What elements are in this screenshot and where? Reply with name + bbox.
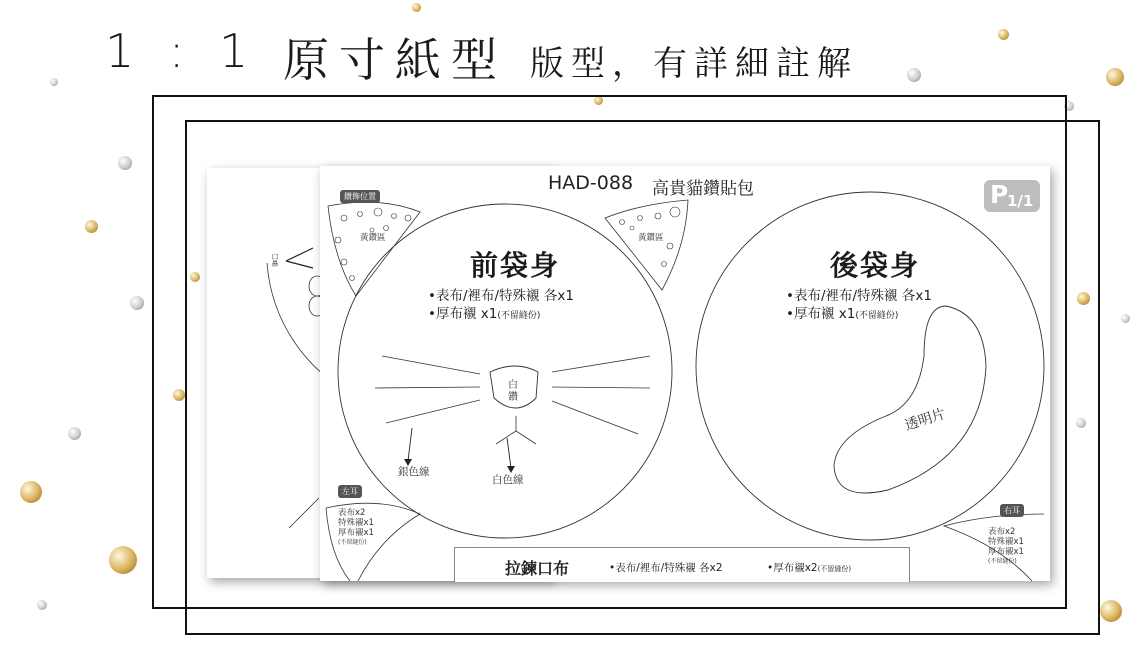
front-body-spec-1: •表布/裡布/特殊襯 各x1 (428, 288, 574, 304)
nose-label: 白鑽 (508, 380, 518, 403)
left-ear-line-4: (不留縫份) (338, 539, 367, 546)
headline-subtitle: 版型，有詳細註解 (530, 44, 858, 84)
front-body-title: 前袋身 (470, 249, 561, 282)
left-yellow-diamond-label: 黃鑽區 (360, 233, 386, 243)
right-ear-line-3: 厚布襯x1 (988, 547, 1024, 557)
right-ear-line-4: (不留縫份) (988, 558, 1017, 565)
zipper-spec-2-note: (不留縫份) (817, 565, 852, 573)
crystal-decoration (20, 481, 42, 503)
right-ear-line-1: 表布x2 (988, 527, 1016, 537)
crystal-decoration (412, 3, 421, 12)
right-ear-line-2: 特殊襯x1 (988, 537, 1024, 547)
back-body-spec-2 (786, 302, 898, 322)
right-ear-specs (988, 527, 1024, 567)
right-ear-tag: 右耳 (1000, 504, 1024, 517)
right-yellow-diamond-label: 黃鑽區 (638, 233, 664, 243)
page-letter: P (990, 180, 1009, 209)
page-badge (984, 180, 1040, 212)
back-body-spec-2-note: (不留縫份) (855, 311, 899, 321)
crystal-decoration (37, 600, 47, 610)
left-ear-line-3: 厚布襯x1 (338, 528, 374, 538)
window-label: 透明片 (902, 405, 948, 435)
front-body-spec-2 (428, 302, 540, 322)
crystal-decoration (68, 427, 81, 440)
page-number: 1/1 (1007, 192, 1034, 210)
diamond-position-tag: 鑽飾位置 (340, 190, 380, 203)
crystal-decoration (85, 220, 98, 233)
front-body-spec-2-main: •厚布襯 x1 (428, 306, 498, 322)
left-ear-line-2: 特殊襯x1 (338, 518, 374, 528)
zipper-title: 拉鍊口布 (505, 559, 570, 578)
front-body-spec-2-note: (不留縫份) (497, 311, 541, 321)
pattern-code: HAD-088 (548, 172, 634, 194)
crystal-decoration (1100, 600, 1122, 622)
back-body-title: 後袋身 (830, 249, 921, 282)
white-line-label: 白色線 (492, 474, 524, 486)
zipper-panel (454, 547, 910, 582)
left-ear-tag: 左耳 (338, 485, 362, 498)
left-ear-line-1: 表布x2 (338, 508, 366, 518)
crystal-decoration (130, 296, 144, 310)
headline-ratio: 1 : 1 (105, 24, 259, 78)
back-body-spec-1: •表布/裡布/特殊襯 各x1 (786, 288, 932, 304)
headline-title: 原寸紙型 (283, 33, 507, 87)
back-body-spec-2-main: •厚布襯 x1 (786, 306, 856, 322)
zipper-spec-2 (767, 560, 851, 575)
zipper-spec-2-main: •厚布襯x2 (767, 562, 818, 574)
crystal-decoration (1121, 314, 1130, 323)
left-ear-specs (338, 508, 374, 548)
zipper-spec-1: •表布/裡布/特殊襯 各x2 (609, 562, 723, 574)
window-outline (834, 306, 986, 493)
crystal-decoration (109, 546, 137, 574)
headline (0, 22, 1146, 87)
back-mouth-label: 口鼻 (271, 253, 279, 267)
pattern-drawing (320, 166, 1050, 581)
pattern-name: 高貴貓鑽貼包 (652, 179, 754, 199)
front-pattern-sheet (320, 166, 1050, 581)
silver-line-label: 銀色線 (398, 466, 430, 478)
crystal-decoration (118, 156, 132, 170)
